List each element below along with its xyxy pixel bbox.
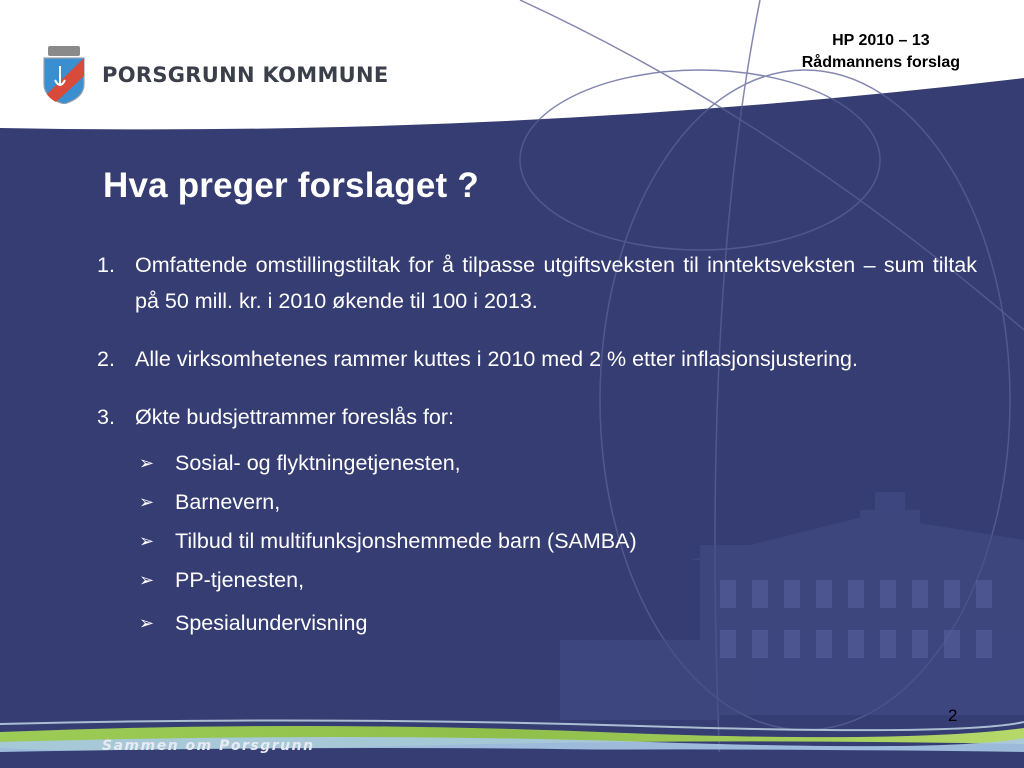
sub-list-item-text: PP-tjenesten, [175,567,305,592]
logo [42,46,389,104]
sub-list-item [139,560,977,599]
sub-list-item-text: Tilbud til multifunksjonshemmede barn (SAMBA) [175,528,637,553]
logo-text: PORSGRUNN KOMMUNE [102,63,389,87]
list-item-number: 2. [97,347,115,371]
list-item-text: Alle virksomhetenes rammer kuttes i 2010 med 2 % etter inflasjonsjustering. [135,347,858,371]
list-item [97,247,977,319]
list-item-text: Omfattende omstillingstiltak for å tilpasse utgiftsveksten til inntektsveksten – sum tiltak på 50 mill. kr. i 2010 økende til 100 i 2013. [135,253,977,313]
arrow-bullet-icon: ➢ [139,491,155,512]
list-item-text: Økte budsjettrammer foreslås for: [135,405,455,429]
arrow-bullet-icon: ➢ [139,530,155,551]
arrow-bullet-icon: ➢ [139,569,155,590]
arrow-bullet-icon: ➢ [139,612,155,633]
sub-list-item [139,482,977,521]
sub-list-item [139,521,977,560]
list-item-number: 1. [97,253,115,277]
list-item [97,341,977,377]
plan-label-line1: HP 2010 – 13 [832,32,930,49]
page-number: 2 [948,706,958,725]
arrow-bullet-icon: ➢ [139,452,155,473]
list-item [97,399,977,435]
sub-list-item-text: Sosial- og flyktningetjenesten, [175,450,461,475]
sub-list-item-text: Spesialundervisning [175,610,368,635]
coat-of-arms-icon [42,46,86,104]
plan-label [802,30,960,74]
slide-content [97,247,977,642]
sub-list-item-text: Barnevern, [175,489,281,514]
list-item-number: 3. [97,405,115,429]
sub-list-item [139,603,977,642]
slide-title: Hva preger forslaget ? [103,166,479,205]
sub-list-item [139,443,977,482]
footer-slogan: Sammen om Porsgrunn [102,738,315,754]
plan-label-line2: Rådmannens forslag [801,54,960,71]
sub-list [139,443,977,642]
